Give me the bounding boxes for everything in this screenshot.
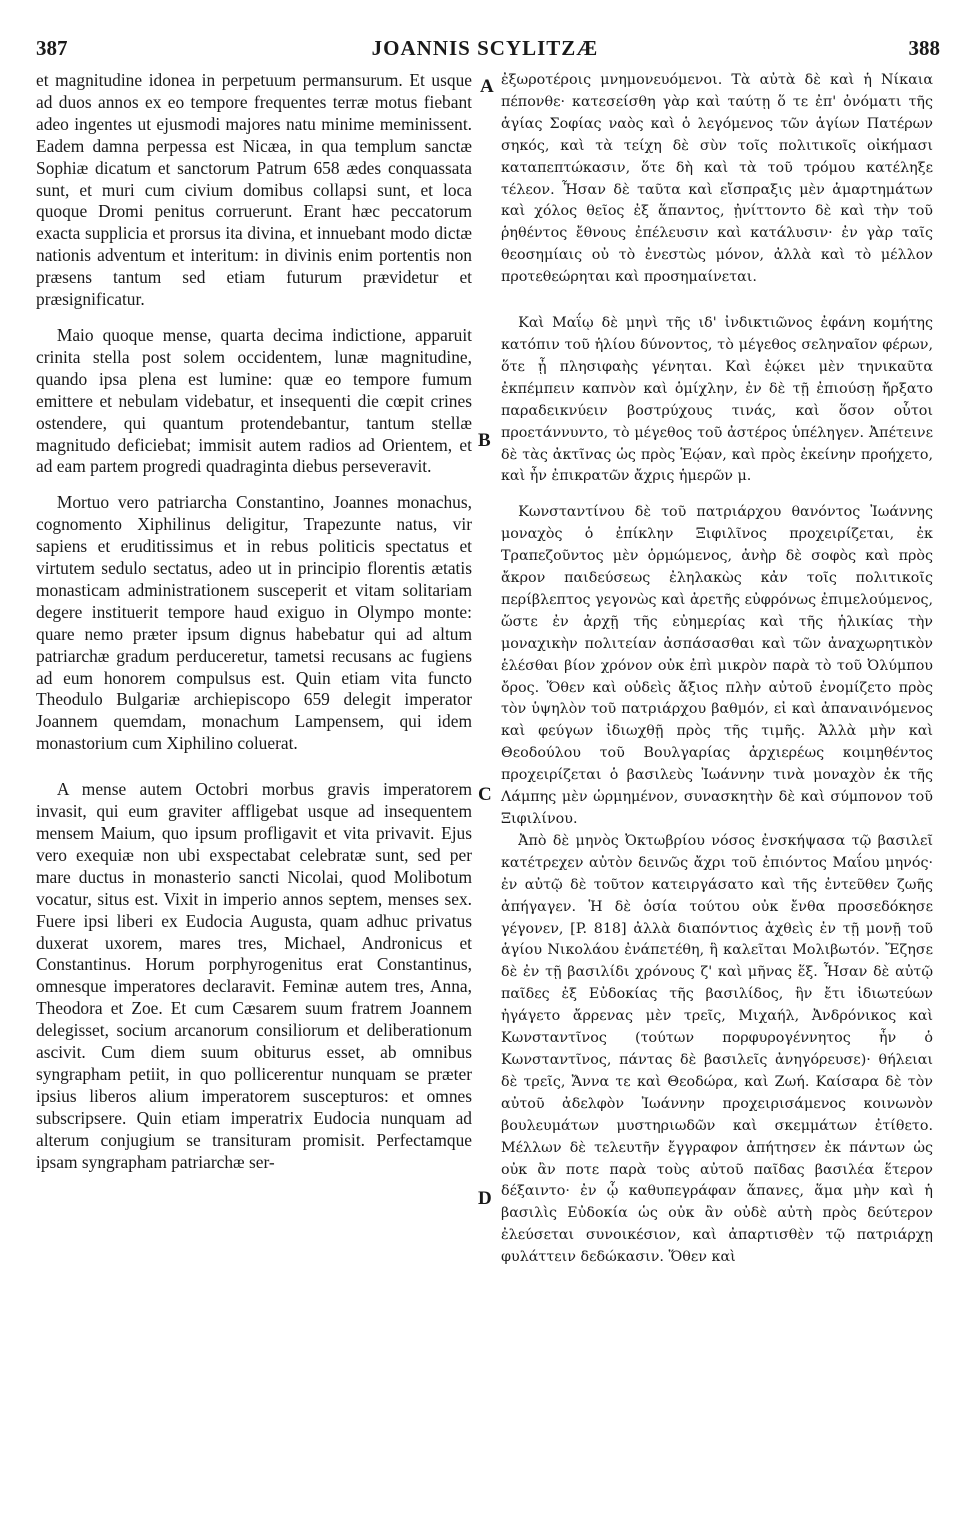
greek-column: [501, 70, 933, 1269]
greek-paragraph-1: ἐξωροτέροις μνημονευόμενοι. Τὰ αὐτὰ δὲ καὶ ἡ Νίκαια πέπονθε· κατεσείσθη γὰρ καὶ ταύτῃ ὅ τε ἐπ' ὀνόματι τῆς ἁγίας Σοφίας ναὸς καὶ ὁ λεγόμενος τῶν ἁγίων Πατέρων σηκός, καὶ τὰ τείχη δὲ σὺν τοῖς πολιτικοῖς οἰκήμασι καταπεπτώκασιν, ὅτε δὴ καὶ τὰ τοῦ τρόμου κατέληξε τέλεον. Ἦσαν δὲ ταῦτα καὶ εἴσπραξις μὲν ἁμαρτημάτων καὶ χόλος θεῖος ἐξ ἅπαντος, ᾐνίττοντο δὲ καὶ τὴν τοῦ ῥηθέντος ἔθνους ἐπέλευσιν καὶ κατάλυσιν· ἐν γὰρ ταῖς θεοσημίαις οὐ τὸ ἐνεστὼς μόνον, ἀλλὰ καὶ τὸ μέλλον προτεθεώρηται καὶ προσημαίνεται.: [501, 72, 933, 286]
margin-marker-d: D: [478, 1188, 492, 1209]
margin-marker-c: C: [478, 784, 492, 805]
running-title: JOANNIS SCYLITZÆ: [371, 36, 599, 60]
latin-column: [36, 70, 472, 1174]
page-number-left: 387: [36, 36, 68, 60]
greek-paragraph-2: Καὶ Μαΐῳ δὲ μηνὶ τῆς ιδ' ἰνδικτιῶνος ἐφάνη κομήτης κατόπιν τοῦ ἡλίου δύνοντος, τὸ μέγεθος σεληναῖον φέρων, ὅτε ᾖ πλησιφαὴς γένηται. Καὶ ἐῴκει μὲν τηνικαῦτα ἐκπέμπειν καπνὸν καὶ ὁμίχλην, ἐν δὲ τῇ ἐπιούσῃ ἤρξατο παραδεικνύειν βοστρύχους τινάς, καὶ ὅσον οὗτοι προετάννυντο, τὸ μέγεθος τοῦ ἀστέρος ὑπέληγεν. Ἀπέτεινε δὲ τὰς ἀκτῖνας ὡς πρὸς Ἑῴαν, καὶ πρὸς ἐκείνην προήχετο, καὶ ἦν ἐπικρατῶν ἄχρις ἡμερῶν μ.: [501, 315, 933, 485]
greek-paragraph-3: Κωνσταντίνου δὲ τοῦ πατριάρχου θανόντος Ἰωάννης μοναχὸς ὁ ἐπίκλην Ξιφιλῖνος προχειρίζεται, ἐκ Τραπεζοῦντος μὲν ὁρμώμενος, ἀνὴρ δὲ σοφὸς καὶ πρὸς ἄκρον παιδεύσεως ἐληλακὼς κἀν τοῖς πολιτικοῖς περίβλεπτος γεγονὼς καὶ ἀρετῆς εὐφρόνως ἐπιμελούμενος, ὥστε ἐν ἀρχῇ τῆς εὐημερίας καὶ τῆς ἡλικίας τὴν μοναχικὴν πολιτείαν ἀσπάσασθαι καὶ τῶν ἀναχωρητικὸν ἑλέσθαι βίον χρόνον οὐκ ἐπὶ μικρὸν παρὰ τὸ τοῦ Ὀλύμπου ὄρος. Ὅθεν καὶ οὐδεὶς ἄξιος πλὴν αὐτοῦ ἐνομίζετο πρὸς τὸν ὑψηλὸν τοῦ πατριάρχου βαθμόν, εἰ καὶ ἀπαναινόμενος καὶ φεύγων ἰδιωχθῇ πρὸς τῆς τιμῆς. Ἀλλὰ μὴν καὶ Θεοδούλου τοῦ Βουλγαρίας ἀρχιερέως κοιμηθέντος προχειρίζεται ὁ βασιλεὺς Ἰωάννην τινὰ μοναχὸν ἐκ τῆς Λάμπης μὲν ὡρμημένον, συνασκητὴν δὲ καὶ σύμπονον τοῦ Ξιφιλίνου.: [501, 504, 933, 827]
margin-marker-a: A: [480, 76, 494, 97]
latin-paragraph-1: et magnitudine idonea in perpetuum permansurum. Et usque ad duos annos ex eo tempore frequentes terræ motus fiebant adeo ingentes ut ejusmodi majores natu minime meminissent. Eadem damna perpessa est Nicæa, in qua templum sanctæ Sophiæ dicatum et sanctorum Patrum 658 ædes conquassata sunt, et muri cum civium domibus collapsi sunt, et loca quoque Dromi penitus corruerunt. Erant hæc peccatorum exacta supplicia et prorsus ita divina, et innuebant modo dictæ nationis adventum et interitum: in divinis enim portentis non præsens tantum sed etiam futurum prævidetur et præsignificatur.: [36, 70, 472, 310]
latin-paragraph-2: Maio quoque mense, quarta decima indictione, apparuit crinita stella post solem occidentem, lunæ magnitudine, quando ipsa plena est lumine: quæ eo tempore fumum emittere et nebulam videbatur, et insequenti die cœpit crines ostendere, qui quantum protendebantur, tantum stellæ magnitudo deficiebat; immisit autem radios ad Orientem, et ad eam partem progredi quadraginta diebus perseveravit.: [36, 324, 472, 477]
greek-paragraph-4: Ἀπὸ δὲ μηνὸς Ὀκτωβρίου νόσος ἐνσκήψασα τῷ βασιλεῖ κατέτρεχεν αὐτὸν δεινῶς ἄχρι τοῦ ἐπιόντος Μαΐου μηνός· ἐν αὐτῷ δὲ τοῦτον κατειργάσατο καὶ τῆς ἐντεῦθεν ζωῆς ἀπήγαγεν. Ἡ δὲ ὁσία τούτου οὐκ ἔνθα προσεδόκησε γέγονεν, [P. 818] ἀλλὰ διαπόντιος ἀχθεὶς ἐν τῇ μονῇ τοῦ ἁγίου Νικολάου ἐνάπετέθη, ἣ καλεῖται Μολιβωτόν. Ἔζησε δὲ ἐν τῇ βασιλίδι χρόνους ζ' καὶ μῆνας ἕξ. Ἦσαν δὲ αὐτῷ παῖδες ἐξ Εὐδοκίας τῆς βασιλίδος, ἣν ἔτι ἰδιωτεύων ἠγάγετο ἄρρενας μὲν τρεῖς, Μιχαήλ, Ἀνδρόνικος καὶ Κωνσταντῖνος (τούτων πορφυρογέννητος ἦν ὁ Κωνσταντῖνος, πάντας δὲ βασιλεῖς ἀνηγόρευσε)· θήλειαι δὲ τρεῖς, Ἄννα τε καὶ Θεοδώρα, καὶ Ζωή. Καίσαρα δὲ τὸν αὐτοῦ ἀδελφὸν Ἰωάννην προχειρισάμενος κοινωνὸν βουλευμάτων μυστηριωδῶν καὶ σκεμμάτων ἐτίθετο. Μέλλων δὲ τελευτῆν ἔγγραφον ἀπήτησεν ἐκ πάντων ὡς οὐκ ἂν ποτε παρὰ τοὺς αὐτοῦ παῖδας βασιλέα ἕτερον δέξαιντο· ἐν ᾧ καθυπεγράφαν ἅπανες, ἅμα μὴν καὶ ἡ βασιλὶς Εὐδοκία ὡς οὐκ ἂν οὐδὲ αὐτὴ πρὸς δεύτερον ἐλεύσεται συνοικέσιον, καὶ ἀπαρτισθὲν τῷ πατριάρχῃ φυλάττειν δεδώκασιν. Ὅθεν καὶ: [501, 832, 933, 1266]
margin-marker-b: B: [478, 430, 491, 451]
latin-paragraph-3: Mortuo vero patriarcha Constantino, Joannes monachus, cognomento Xiphilinus deligitur, Trapezunte natus, vir sapiens et eruditissimus et in rebus politicis spectatus et virtutem sedulo sectatus, adeo ut in principio florentis ætatis monasticam administrationem susceperit et vitam solitariam degere instituerit tempore haud exiguo in Olympo monte: quare nemo præter ipsum dignus habebatur qui ad altum patriarchæ gradum perduceretur, tametsi recusans ac fugiens ad eum honorem compulsus est. Quin etiam vita functo Theodulo Bulgariæ archiepiscopo 659 delegit imperator Joannem quemdam, monachum Lampensem, qui idem monastorium cum Xiphilino coluerat.: [36, 492, 472, 754]
latin-paragraph-4: A mense autem Octobri morbus gravis imperatorem invasit, qui eum graviter affligebat usque ad insequentem mensem Maium, quo ipsum profligavit et vita privavit. Ejus vero exequiæ non ubi exspectabat celebratæ sunt, sed per mare ductus in monasterio sancti Nicolai, quod Molibotum vocatur, situs est. Vixit in imperio annos septem, menses sex. Fuere ipsi liberi ex Eudocia Augusta, quam adhuc privatus duxerat uxorem, mares tres, Michael, Andronicus et Constantinus. Horum porphyrogenitus erat Constantinus, omnesque imperatores declaravit. Feminæ autem tres, Anna, Theodora et Zoe. Et cum Cæsarem suum fratrem Joannem delegisset, socium arcanorum consiliorum et deliberationum ascivit. Cum diem suum obiturus esset, ab omnibus syngrapham petiit, in quo pollicerentur nunquam se præter ipsius liberos alium imperatorem suscepturos: et omnes subscripsere. Quin etiam imperatrix Eudocia nunquam ad alterum conjugium se transituram promisit. Perfectamque ipsam syngrapham patriarchæ ser-: [36, 779, 472, 1172]
page-number-right: 388: [908, 36, 940, 60]
